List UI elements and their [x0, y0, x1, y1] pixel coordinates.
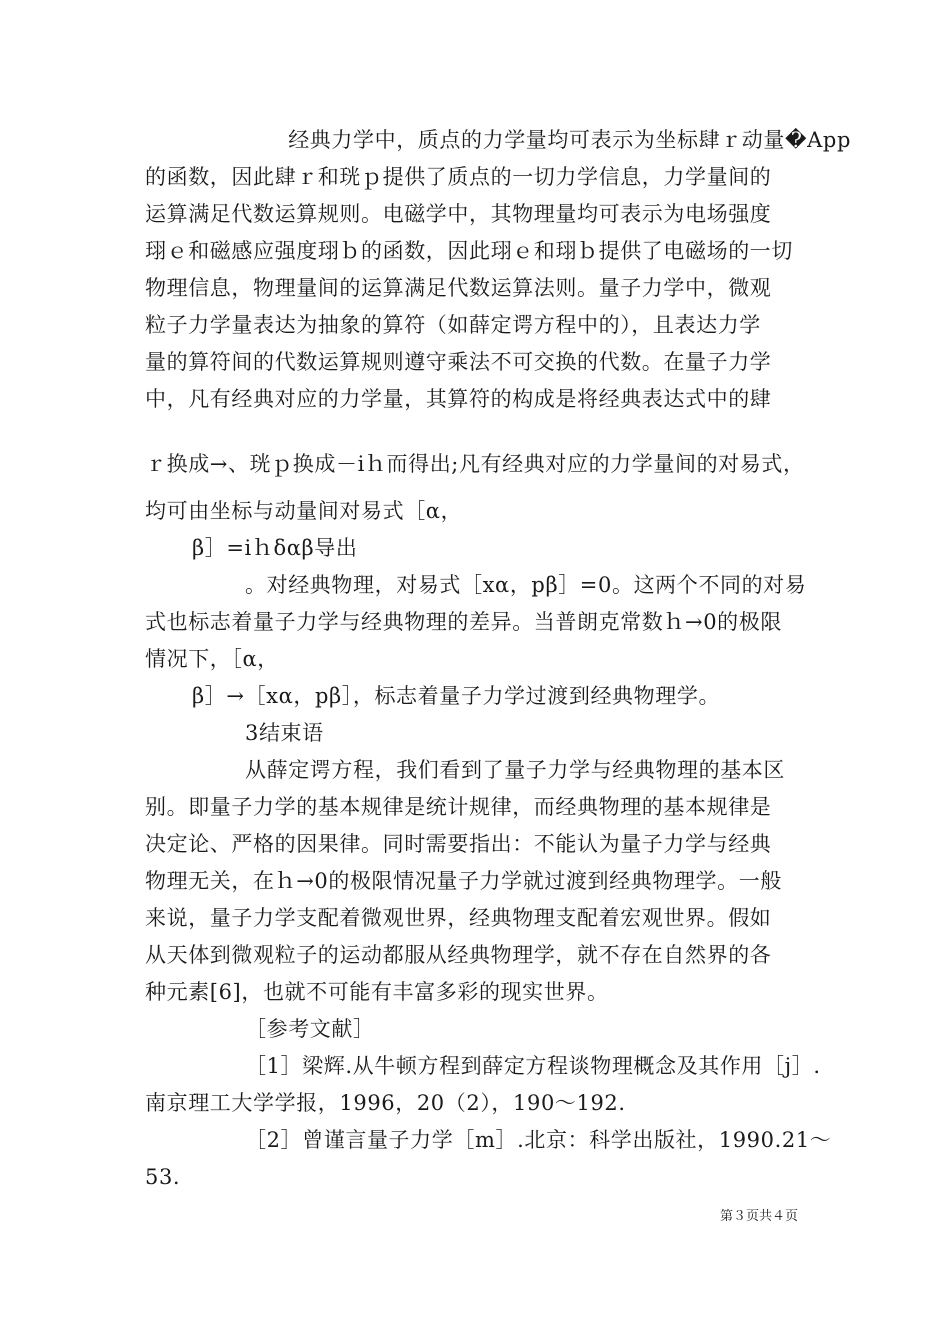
- text-line: 物理无关，在ｈ→0的极限情况量子力学就过渡到经典物理学。一般: [145, 869, 782, 893]
- text-line: 珝ｅ和磁感应强度珝ｂ的函数，因此珝ｅ和珝ｂ提供了电磁场的一切: [145, 239, 793, 263]
- reference-item: 南京理工大学学报，1996，20（2），190～192.: [145, 1091, 626, 1115]
- text-line: 运算满足代数运算规则。电磁学中，其物理量均可表示为电场强度: [145, 202, 772, 226]
- text-line: 式也标志着量子力学与经典物理的差异。当普朗克常数ｈ→0的极限: [145, 610, 782, 634]
- text-line: 从天体到微观粒子的运动都服从经典物理学，就不存在自然界的各: [145, 943, 772, 967]
- text-line: 均可由坐标与动量间对易式［α，: [145, 499, 463, 523]
- page-footer: 第３页共４页: [720, 1209, 799, 1224]
- reference-item: 53.: [145, 1165, 181, 1189]
- reference-item: ［2］曾谨言量子力学［m］.北京：科学出版社，1990.21～: [245, 1128, 832, 1152]
- text-line: 情况下，［α，: [145, 647, 279, 671]
- text-line: 物理信息，物理量间的运算满足代数运算法则。量子力学中，微观: [145, 276, 772, 300]
- text-line: 种元素[6]，也就不可能有丰富多彩的现实世界。: [145, 980, 609, 1004]
- text-line: 决定论、严格的因果律。同时需要指出：不能认为量子力学与经典: [145, 832, 772, 856]
- text-line: 别。即量子力学的基本规律是统计规律，而经典物理的基本规律是: [145, 795, 772, 819]
- section-heading: 3结束语: [245, 721, 324, 745]
- text-line: 从薛定谔方程，我们看到了量子力学与经典物理的基本区: [245, 758, 785, 782]
- text-line: 中，凡有经典对应的力学量，其算符的构成是将经典表达式中的肆: [145, 387, 772, 411]
- text-line: ｒ换成→、珖ｐ换成－iｈ而得出;凡有经典对应的力学量间的对易式，: [145, 452, 805, 476]
- references-heading: ［参考文献］: [245, 1017, 375, 1041]
- text-line: 的函数，因此肆ｒ和珖ｐ提供了质点的一切力学信息，力学量间的: [145, 165, 772, 189]
- reference-item: ［1］梁辉.从牛顿方程到薛定方程谈物理概念及其作用［j］.: [245, 1054, 821, 1078]
- text-line: 粒子力学量表达为抽象的算符（如薛定谔方程中的），且表达力学: [145, 313, 761, 337]
- text-line: β］→［xα，pβ］，标志着量子力学过渡到经典物理学。: [192, 684, 721, 708]
- text-line: 来说，量子力学支配着微观世界，经典物理支配着宏观世界。假如: [145, 906, 772, 930]
- text-line: β］=iｈδαβ导出: [192, 536, 358, 560]
- text-line: 。对经典物理，对易式［xα，pβ］=0。这两个不同的对易: [245, 573, 807, 597]
- text-line: 量的算符间的代数运算规则遵守乘法不可交换的代数。在量子力学: [145, 350, 772, 374]
- text-line: 经典力学中，质点的力学量均可表示为坐标肆ｒ动量�App: [245, 128, 851, 152]
